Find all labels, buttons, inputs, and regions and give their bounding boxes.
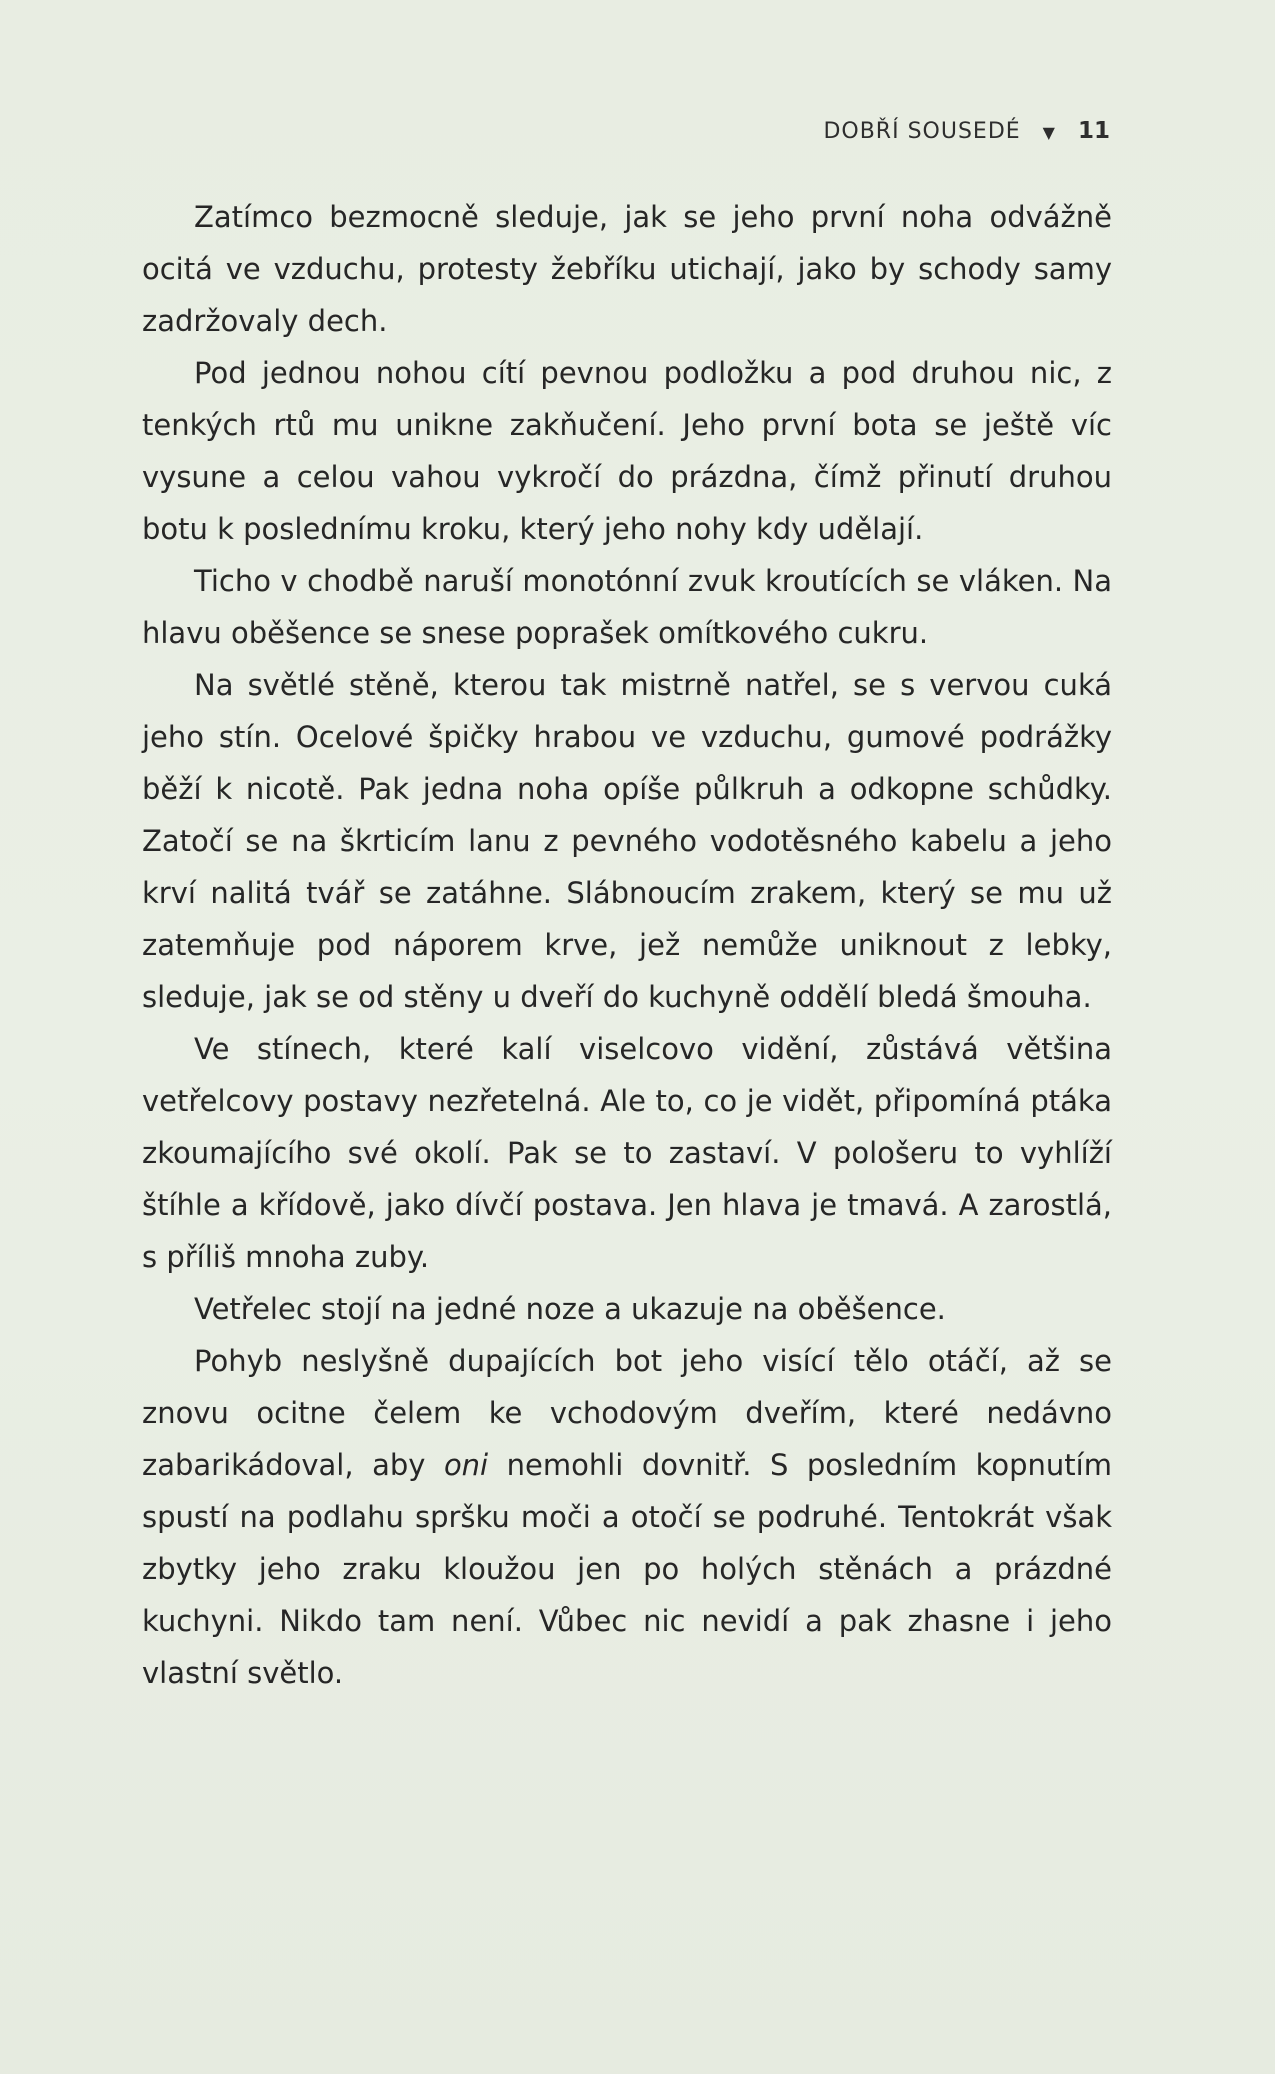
paragraph: Ticho v chodbě naruší monotónní zvuk kroutících se vláken. Na hlavu oběšence se snese poprašek omítkového cukru.: [142, 564, 1112, 650]
paragraph: Vetřelec stojí na jedné noze a ukazuje na oběšence.: [194, 1292, 946, 1326]
running-head: [823, 118, 1110, 144]
paragraph: Ve stínech, které kalí viselcovo vidění, zůstává většina vetřelcovy postavy nezřetelná. Ale to, co je vidět, připomíná ptáka zkoumajícího své okolí. Pak se to zastaví. V pološeru to vyhlíží štíhle a křídově, jako dívčí postava. Jen hlava je tmavá. A zarostlá, s příliš mnoha zuby.: [142, 1032, 1112, 1274]
paragraph: Na světlé stěně, kterou tak mistrně natřel, se s vervou cuká jeho stín. Ocelové špičky hrabou ve vzduchu, gumové podrážky běží k nicotě. Pak jedna noha opíše půlkruh a odkopne schůdky. Zatočí se na škrticím lanu z pevného vodotěsného kabelu a jeho krví nalitá tvář se zatáhne. Slábnoucím zrakem, který se mu už zatemňuje pod náporem krve, jež nemůže uniknout z lebky, sleduje, jak se od stěny u dveří do kuchyně oddělí bledá šmouha.: [142, 668, 1112, 1014]
paragraph: Zatímco bezmocně sleduje, jak se jeho první noha odvážně ocitá ve vzduchu, protesty žebříku utichají, jako by schody samy zadržovaly dech.: [142, 200, 1112, 338]
paragraph-text: Pohyb neslyšně dupajících bot jeho visící tělo otáčí, až se znovu ocitne čelem ke vchodovým dveřím, které nedávno zabarikádoval, aby: [142, 1344, 1112, 1482]
paragraph: Pod jednou nohou cítí pevnou podložku a pod druhou nic, z tenkých rtů mu unikne zakňučení. Jeho první bota se ještě víc vysune a celou vahou vykročí do prázdna, čímž přinutí druhou botu k poslednímu kroku, který jeho nohy kdy udělají.: [142, 356, 1112, 546]
paragraph-last: [142, 1335, 1112, 1699]
italic-word: oni: [443, 1448, 489, 1482]
page-number: 11: [1077, 118, 1110, 144]
body-text: [142, 191, 1112, 1699]
paragraph-text: nemohli dovnitř. S posledním kopnutím spustí na podlahu spršku moči a otočí se podruhé. Tentokrát však zbytky jeho zraku kloužou jen po holých stěnách a prázdné kuchyni. Nikdo tam není. Vůbec nic nevidí a pak zhasne i jeho vlastní světlo.: [142, 1448, 1112, 1690]
triangle-down-icon: ▼: [1042, 122, 1056, 142]
running-head-title: DOBŘÍ SOUSEDÉ: [823, 118, 1021, 144]
